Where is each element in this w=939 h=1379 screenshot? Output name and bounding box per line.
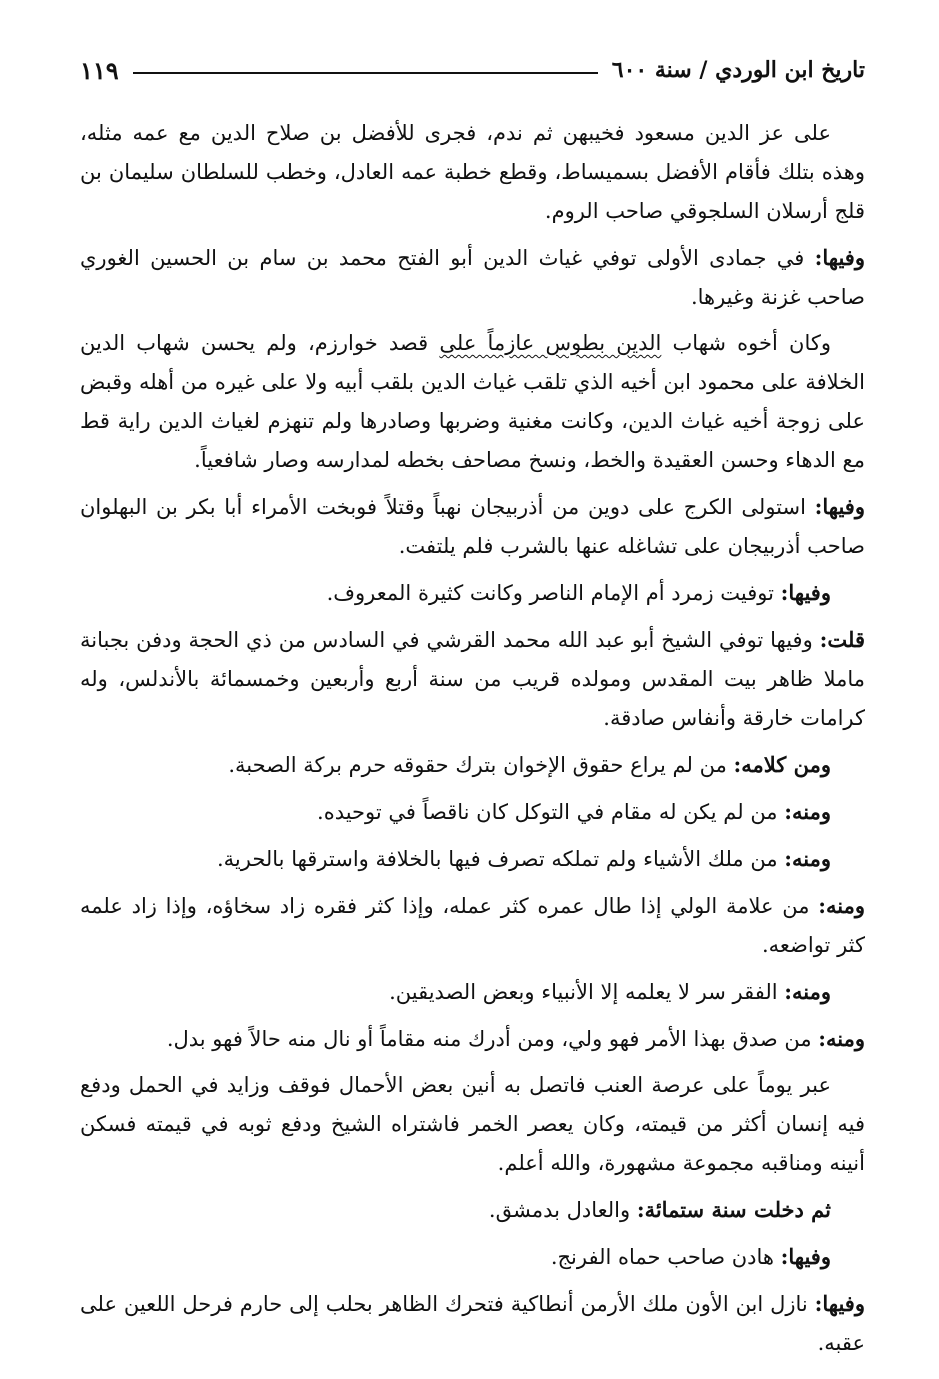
paragraph-text: توفيت زمرد أم الإمام الناصر وكانت كثيرة المعروف. [326, 581, 781, 605]
running-header [80, 48, 865, 92]
paragraph [80, 487, 865, 566]
paragraph-text: من لم يراع حقوق الإخوان بترك حقوقه حرم بركة الصحبة. [228, 753, 734, 777]
paragraph-text: وفيها توفي الشيخ أبو عبد الله محمد القرشي في السادس من ذي الحجة ودفن بجبانة ماملا ظاهر بيت المقدس ومولده قريب من سنة أربع وأربعين وخمسمائة بالأندلس، وله كرامات خارقة وأنفاس صادقة. [80, 628, 865, 730]
paragraph [80, 745, 865, 785]
body-text [80, 114, 865, 1363]
paragraph-lead: ومن كلامه: [733, 752, 831, 777]
paragraph-text: من لم يكن له مقام في التوكل كان ناقصاً في توحيده. [317, 800, 785, 824]
paragraph [80, 114, 865, 231]
paragraph-text: الفقر سر لا يعلمه إلا الأنبياء وبعض الصديقين. [389, 980, 785, 1004]
paragraph-lead: ومنه: [784, 979, 831, 1004]
paragraph-lead: وفيها: [780, 1244, 831, 1269]
paragraph-lead: وفيها: [814, 1291, 865, 1316]
paragraph [80, 1066, 865, 1183]
paragraph-lead: ثم دخلت سنة ستمائة: [636, 1197, 831, 1222]
header-rule [133, 72, 598, 74]
paragraph-text: على عز الدين مسعود فخيبهن ثم ندم، فجرى للأفضل بن صلاح الدين مع عمه مثله، وهذه بتلك فأقام الأفضل بسميساط، وقطع خطبة عمه العادل، وخطب للسلطان سليمان بن قلج أرسلان السلجوقي صاحب الروم. [80, 121, 865, 223]
paragraph-lead: ومنه: [784, 799, 831, 824]
running-title: تاريخ ابن الوردي / سنة ٦٠٠ [611, 57, 865, 83]
paragraph [80, 1284, 865, 1363]
book-page [80, 48, 865, 1370]
paragraph-lead: وفيها: [814, 245, 865, 270]
paragraph-lead: وفيها: [780, 580, 831, 605]
paragraph-text: في جمادى الأولى توفي غياث الدين أبو الفتح محمد بن سام بن الحسين الغوري صاحب غزنة وغيرها. [80, 246, 865, 309]
paragraph-text: وكان أخوه شهاب [661, 331, 831, 355]
paragraph [80, 972, 865, 1012]
paragraph-lead: ومنه: [818, 893, 865, 918]
paragraph-text: عبر يوماً على عرصة العنب فاتصل به أنين بعض الأحمال فوقف وزايد في الحمل ودفع فيه إنسان أكثر من قيمته، وكان يعصر الخمر فاشتراه الشيخ ودفع ثوبه في قيمته فسكن أنينه ومناقبه مجموعة مشهورة، والله أعلم. [80, 1073, 865, 1175]
paragraph-text: هادن صاحب حماه الفرنج. [550, 1245, 781, 1269]
paragraph-text: من ملك الأشياء ولم تملكه تصرف فيها بالخلافة واسترقها بالحرية. [216, 847, 785, 871]
paragraph [80, 573, 865, 613]
paragraph-text: قصد خوارزم، ولم يحسن شهاب الدين الخلافة على محمود ابن أخيه الذي تلقب غياث الدين بلقب أبيه ولا على غيره من أهله وقبض على زوجة أخيه غياث الدين، وكانت مغنية وضربها وصادرها ولم تنهزم لغياث الدين راية قط مع الدهاء وحسن العقيدة والخط، ونسخ مصاحف بخطه لمدارسه وصار شافعياً. [80, 331, 865, 472]
paragraph-text: من علامة الولي إذا طال عمره كثر عمله، وإذا كثر فقره زاد سخاؤه، وإذا زاد علمه كثر تواضعه. [80, 894, 865, 957]
paragraph-text: استولى الكرج على دوين من أذربيجان نهباً وقتلاً فوبخت الأمراء أبا بكر بن البهلوان صاحب أذربيجان على تشاغله عنها بالشرب فلم يلتفت. [80, 495, 865, 558]
paragraph [80, 324, 865, 480]
page-number: ١١٩ [80, 55, 119, 85]
paragraph [80, 238, 865, 317]
underlined-text: الدين بطوس عازماً على [439, 331, 662, 355]
paragraph-lead: ومنه: [784, 846, 831, 871]
paragraph [80, 620, 865, 738]
paragraph-lead: وفيها: [814, 494, 865, 519]
paragraph [80, 886, 865, 965]
paragraph [80, 1237, 865, 1277]
paragraph-text: والعادل بدمشق. [488, 1198, 637, 1222]
paragraph [80, 1190, 865, 1230]
paragraph-lead: قلت: [819, 627, 865, 652]
paragraph [80, 792, 865, 832]
paragraph-lead: ومنه: [818, 1026, 865, 1051]
paragraph [80, 1019, 865, 1059]
paragraph-text: من صدق بهذا الأمر فهو ولي، ومن أدرك منه مقاماً أو نال منه حالاً فهو بدل. [166, 1027, 819, 1051]
paragraph [80, 839, 865, 879]
paragraph-text: نازل ابن الأون ملك الأرمن أنطاكية فتحرك الظاهر بحلب إلى حارم فرحل اللعين على عقبه. [80, 1292, 865, 1355]
